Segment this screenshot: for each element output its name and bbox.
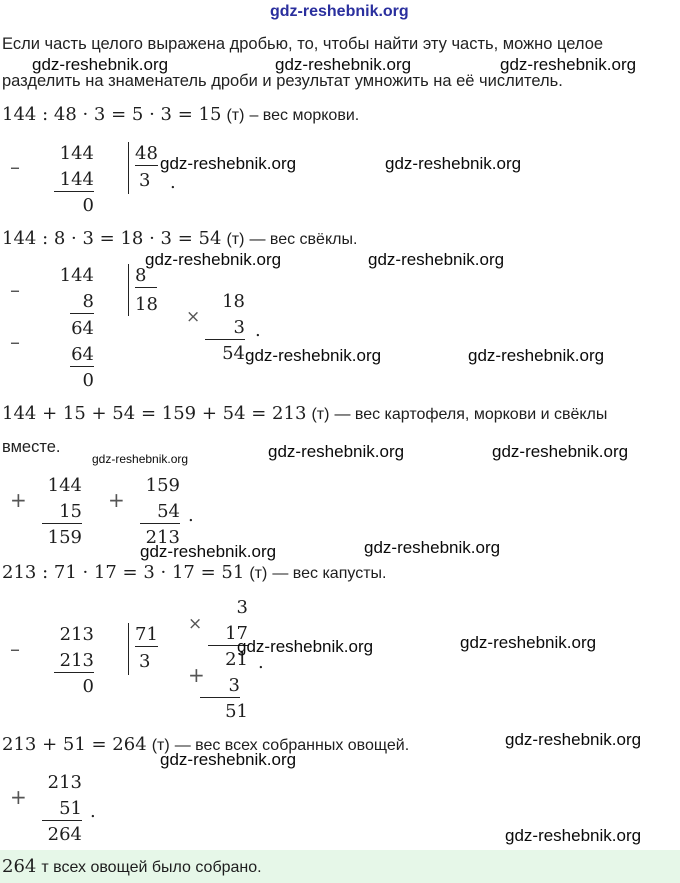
step3-description: — вес картофеля, моркови и свёклы bbox=[334, 406, 608, 423]
step3-unit: (т) bbox=[311, 406, 330, 423]
step1-quotient: 3 bbox=[139, 170, 151, 191]
step4-times-sign: × bbox=[188, 614, 203, 634]
step1-minus-sign: – bbox=[10, 155, 20, 179]
step2-subtrahend-2: 64 bbox=[71, 344, 94, 365]
intro-line-1: Если часть целого выражена дробью, то, чтобы найти эту часть, можно целое bbox=[2, 35, 604, 53]
step5-addend-b: 51 bbox=[42, 798, 82, 821]
step1-remainder: 0 bbox=[82, 195, 94, 216]
watermark: gdz-reshebnik.org bbox=[468, 346, 605, 365]
step2-dividend: 144 bbox=[59, 265, 94, 286]
step2-dot: . bbox=[255, 320, 261, 341]
watermark: gdz-reshebnik.org bbox=[385, 154, 522, 173]
step3-description-2: вместе. bbox=[2, 438, 61, 456]
step5-addend-a: 213 bbox=[47, 772, 82, 793]
step3-addend-b: 15 bbox=[42, 501, 82, 524]
step2-intermediate: 64 bbox=[71, 318, 94, 339]
intro-line-2: разделить на знаменатель дроби и результат умножить на её числитель. bbox=[2, 72, 563, 90]
step3-addend-d: 54 bbox=[140, 501, 180, 524]
step4-dividend: 213 bbox=[59, 624, 94, 645]
step2-minus-sign-2: – bbox=[10, 330, 20, 354]
answer-line bbox=[2, 855, 262, 879]
step2-factor-a: 18 bbox=[222, 291, 245, 312]
step4-plus-sign: + bbox=[188, 663, 205, 687]
watermark: gdz-reshebnik.org bbox=[505, 826, 642, 845]
step2-quotient: 18 bbox=[135, 294, 158, 315]
step1-division-bar bbox=[128, 142, 129, 194]
step4-minus-sign: – bbox=[10, 637, 20, 661]
step2-factor-b: 3 bbox=[205, 317, 245, 340]
watermark: gdz-reshebnik.org bbox=[460, 633, 597, 652]
step5-expression: 213 + 51 = 264 bbox=[2, 734, 147, 755]
watermark: gdz-reshebnik.org bbox=[237, 637, 374, 656]
step2-divisor: 8 bbox=[135, 265, 157, 288]
step4-remainder: 0 bbox=[82, 676, 94, 697]
step4-description: — вес капусты. bbox=[272, 565, 387, 582]
watermark-top: gdz-reshebnik.org bbox=[270, 3, 409, 20]
step1-dividend: 144 bbox=[59, 143, 94, 164]
watermark: gdz-reshebnik.org bbox=[505, 730, 642, 749]
step5-description: — вес всех собранных овощей. bbox=[174, 737, 410, 754]
step3-equation bbox=[2, 402, 607, 426]
step4-division-bar bbox=[128, 623, 129, 675]
watermark: gdz-reshebnik.org bbox=[32, 55, 169, 74]
step4-subtrahend: 213 bbox=[54, 650, 94, 673]
step4-quotient: 3 bbox=[139, 651, 151, 672]
step4-partial-2: 3 bbox=[200, 675, 240, 698]
step1-unit: (т) bbox=[226, 107, 245, 124]
step5-unit: (т) bbox=[151, 737, 170, 754]
step1-divisor: 48 bbox=[135, 143, 158, 164]
step2-minus-sign-1: – bbox=[10, 278, 20, 302]
watermark: gdz-reshebnik.org bbox=[275, 55, 412, 74]
step2-remainder: 0 bbox=[82, 370, 94, 391]
step5-plus-sign: + bbox=[10, 785, 27, 809]
step4-expression: 213 : 71 · 17 = 3 · 17 = 51 bbox=[2, 562, 245, 583]
step2-product: 54 bbox=[222, 343, 245, 364]
step3-addend-a: 144 bbox=[47, 475, 82, 496]
step5-sum: 264 bbox=[47, 824, 82, 845]
watermark: gdz-reshebnik.org bbox=[145, 250, 282, 269]
step3-plus-sign-1: + bbox=[10, 488, 27, 512]
step4-divisor: 71 bbox=[135, 624, 158, 645]
step4-factor-a: 3 bbox=[236, 597, 248, 618]
answer-text: т всех овощей было собрано. bbox=[41, 859, 262, 876]
step2-subtrahend-1: 8 bbox=[70, 291, 94, 314]
step4-dot: . bbox=[258, 652, 264, 673]
watermark: gdz-reshebnik.org bbox=[364, 538, 501, 557]
watermark: gdz-reshebnik.org bbox=[92, 452, 189, 466]
watermark: gdz-reshebnik.org bbox=[268, 442, 405, 461]
step1-subtrahend: 144 bbox=[54, 169, 94, 192]
step2-expression: 144 : 8 · 3 = 18 · 3 = 54 bbox=[2, 228, 222, 249]
watermark: gdz-reshebnik.org bbox=[368, 250, 505, 269]
watermark: gdz-reshebnik.org bbox=[160, 750, 297, 769]
step2-description: — вес свёклы. bbox=[249, 231, 358, 248]
step1-description: – вес моркови. bbox=[249, 107, 360, 124]
step3-expression: 144 + 15 + 54 = 159 + 54 = 213 bbox=[2, 403, 307, 424]
step2-times-sign: × bbox=[186, 307, 201, 327]
step4-factor-b: 17 bbox=[208, 623, 248, 646]
step2-unit: (т) bbox=[226, 231, 245, 248]
watermark: gdz-reshebnik.org bbox=[492, 442, 629, 461]
watermark: gdz-reshebnik.org bbox=[245, 346, 382, 365]
step4-partial-1: 21 bbox=[225, 649, 248, 670]
watermark: gdz-reshebnik.org bbox=[160, 154, 297, 173]
watermark: gdz-reshebnik.org bbox=[500, 55, 637, 74]
step3-dot: . bbox=[188, 505, 194, 526]
step5-dot: . bbox=[90, 801, 96, 822]
step3-sum-2: 213 bbox=[145, 527, 180, 548]
step1-dot: . bbox=[170, 172, 176, 193]
step4-product: 51 bbox=[225, 701, 248, 722]
step3-addend-c: 159 bbox=[145, 475, 180, 496]
step1-expression: 144 : 48 · 3 = 5 · 3 = 15 bbox=[2, 104, 222, 125]
step4-unit: (т) bbox=[249, 565, 268, 582]
answer-number: 264 bbox=[2, 856, 37, 877]
step1-equation bbox=[2, 103, 359, 127]
step3-sum-1: 159 bbox=[47, 527, 82, 548]
step2-equation bbox=[2, 227, 357, 251]
watermark: gdz-reshebnik.org bbox=[140, 542, 277, 561]
step3-plus-sign-2: + bbox=[108, 488, 125, 512]
step4-equation bbox=[2, 561, 386, 585]
step2-division-bar bbox=[128, 264, 129, 316]
